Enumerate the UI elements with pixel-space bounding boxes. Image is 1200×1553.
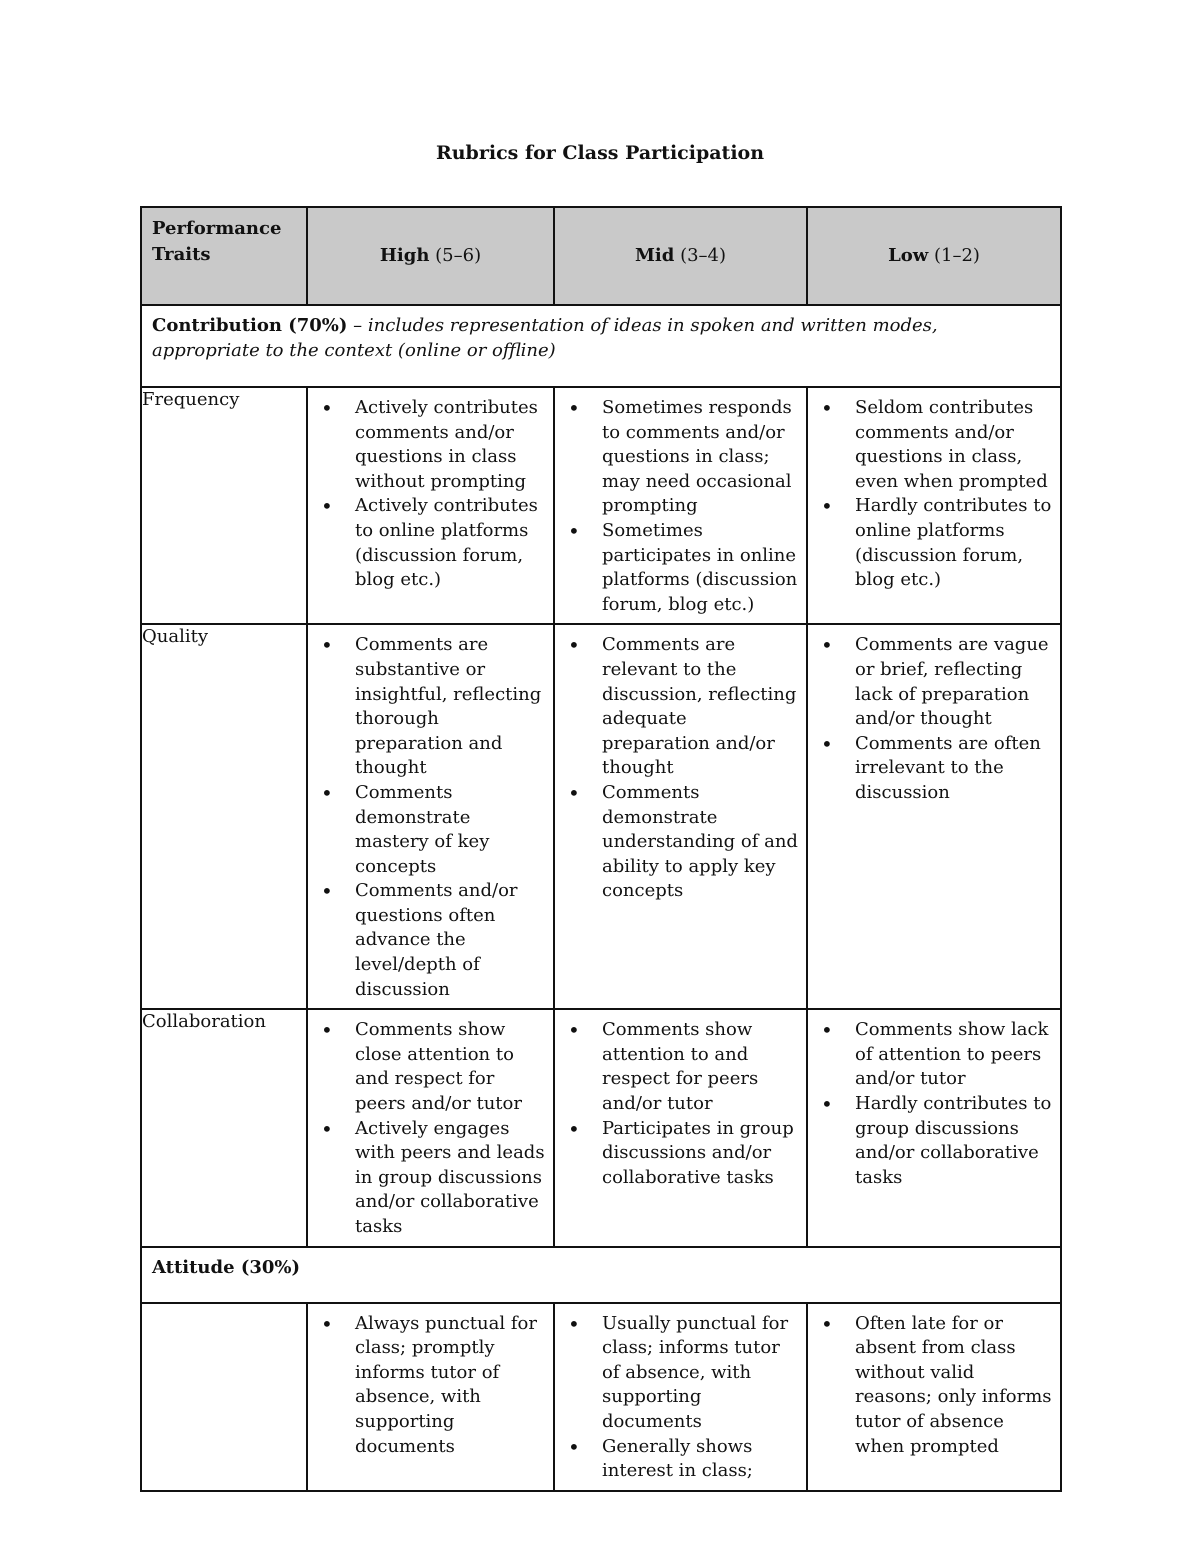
- high-cell: [307, 387, 554, 624]
- bullet-list: [808, 1010, 1060, 1196]
- low-cell: [807, 624, 1061, 1009]
- bullet-list: [808, 1304, 1060, 1466]
- bullet-list: [555, 1304, 806, 1490]
- bullet-item: • Comments demonstrate mastery of key concepts: [308, 781, 547, 879]
- section-description: includes representation of ideas in spoken and written modes, appropriate to the context (online or offline): [152, 315, 938, 361]
- trait-cell: Quality: [141, 624, 307, 1009]
- level-name: High: [379, 244, 430, 266]
- level-range: (3–4): [680, 244, 727, 266]
- trait-cell: Collaboration: [141, 1009, 307, 1246]
- bullet-item: • Comments demonstrate understanding of and ability to apply key concepts: [555, 781, 800, 904]
- bullet-item: • Comments are vague or brief, reflecting lack of preparation and/or thought: [808, 633, 1054, 731]
- bullet-item: • Actively contributes comments and/or questions in class without prompting: [308, 396, 547, 494]
- bullet-item: • Comments show close attention to and respect for peers and/or tutor: [308, 1018, 547, 1116]
- bullet-item: • Usually punctual for class; informs tutor of absence, with supporting documents: [555, 1312, 800, 1435]
- bullet-list: [555, 625, 806, 910]
- level-name: Low: [888, 244, 929, 266]
- bullet-item: • Sometimes participates in online platforms (discussion forum, blog etc.): [555, 519, 800, 617]
- trait-cell: [141, 1303, 307, 1491]
- trait-cell: Frequency: [141, 387, 307, 624]
- header-traits: Performance Traits: [141, 207, 307, 305]
- section-dash: –: [347, 315, 368, 336]
- section-contribution: [141, 305, 1061, 387]
- bullet-list: [308, 388, 553, 599]
- section-attitude-cell: [141, 1247, 1061, 1303]
- bullet-item: • Hardly contributes to group discussions and/or collaborative tasks: [808, 1092, 1054, 1190]
- bullet-list: [308, 1304, 553, 1466]
- header-high: [307, 207, 554, 305]
- high-cell: [307, 1009, 554, 1246]
- bullet-item: • Comments show attention to and respect for peers and/or tutor: [555, 1018, 800, 1116]
- level-range: (5–6): [435, 244, 482, 266]
- section-attitude: [141, 1247, 1061, 1303]
- bullet-item: • Comments and/or questions often advance the level/depth of discussion: [308, 879, 547, 1002]
- bullet-list: [808, 388, 1060, 599]
- bullet-item: • Always punctual for class; promptly informs tutor of absence, with supporting documents: [308, 1312, 547, 1460]
- bullet-item: • Comments are often irrelevant to the discussion: [808, 732, 1054, 806]
- bullet-item: • Hardly contributes to online platforms (discussion forum, blog etc.): [808, 494, 1054, 592]
- bullet-item: • Generally shows interest in class;: [555, 1435, 800, 1484]
- mid-cell: [554, 624, 807, 1009]
- bullet-item: • Comments are substantive or insightful, reflecting thorough preparation and thought: [308, 633, 547, 781]
- mid-cell: [554, 1303, 807, 1491]
- bullet-item: • Actively engages with peers and leads in group discussions and/or collaborative tasks: [308, 1117, 547, 1240]
- bullet-item: • Participates in group discussions and/or collaborative tasks: [555, 1117, 800, 1191]
- rubric-table: [140, 206, 1062, 1492]
- low-cell: [807, 1303, 1061, 1491]
- mid-cell: [554, 1009, 807, 1246]
- row-frequency: [141, 387, 1061, 624]
- bullet-item: • Comments show lack of attention to peers and/or tutor: [808, 1018, 1054, 1092]
- high-cell: [307, 624, 554, 1009]
- row-quality: [141, 624, 1061, 1009]
- level-name: Mid: [634, 244, 675, 266]
- bullet-item: • Seldom contributes comments and/or questions in class, even when prompted: [808, 396, 1054, 494]
- section-contribution-cell: [141, 305, 1061, 387]
- bullet-list: [308, 625, 553, 1008]
- bullet-item: • Sometimes responds to comments and/or questions in class; may need occasional prompting: [555, 396, 800, 519]
- high-cell: [307, 1303, 554, 1491]
- low-cell: [807, 1009, 1061, 1246]
- bullet-list: [555, 388, 806, 623]
- header-row: [141, 207, 1061, 305]
- section-label: Contribution (70%): [152, 315, 348, 336]
- mid-cell: [554, 387, 807, 624]
- header-mid: [554, 207, 807, 305]
- low-cell: [807, 387, 1061, 624]
- bullet-item: • Actively contributes to online platforms (discussion forum, blog etc.): [308, 494, 547, 592]
- row-collaboration: [141, 1009, 1061, 1246]
- bullet-list: [808, 625, 1060, 811]
- bullet-list: [555, 1010, 806, 1196]
- bullet-item: • Often late for or absent from class without valid reasons; only informs tutor of absence when prompted: [808, 1312, 1054, 1460]
- level-range: (1–2): [933, 244, 980, 266]
- row-attitude: [141, 1303, 1061, 1491]
- section-label: Attitude (30%): [152, 1256, 301, 1278]
- bullet-list: [308, 1010, 553, 1245]
- page-title: Rubrics for Class Participation: [435, 142, 765, 164]
- header-low: [807, 207, 1061, 305]
- bullet-item: • Comments are relevant to the discussion, reflecting adequate preparation and/or thought: [555, 633, 800, 781]
